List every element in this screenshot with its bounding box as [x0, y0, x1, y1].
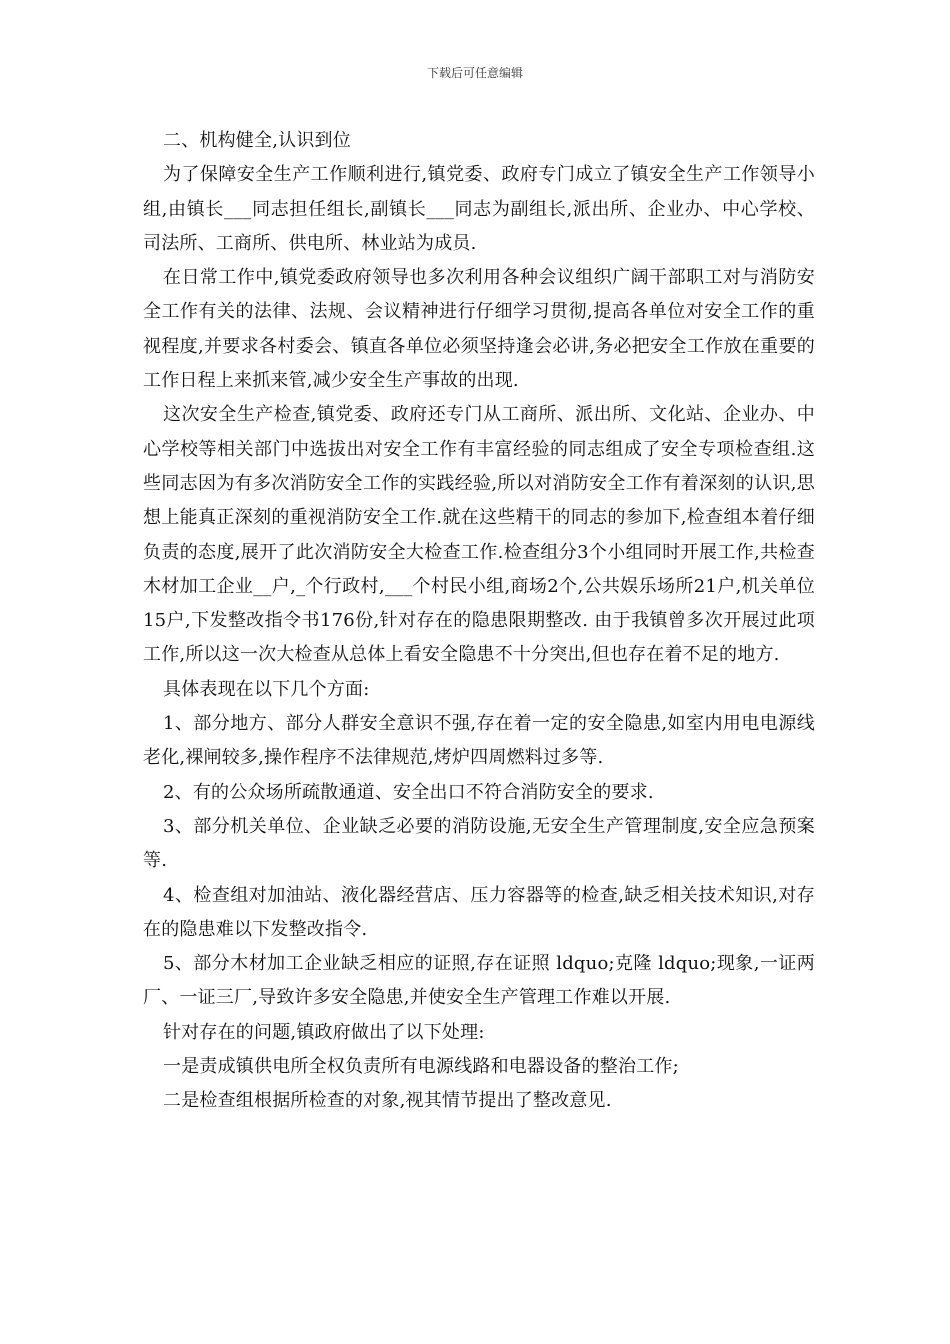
paragraph: 为了保障安全生产工作顺利进行,镇党委、政府专门成立了镇安全生产工作领导小组,由镇长___同志担任组长,副镇长___同志为副组长,派出所、企业办、中心学校、司法所、工商所、供电所、林业站为成员. — [143, 164, 815, 254]
list-item: 5、部分木材加工企业缺乏相应的证照,存在证照 ldquo;克隆 ldquo;现象,一证两厂、一证三厂,导致许多安全隐患,并使安全生产管理工作难以开展. — [143, 953, 815, 1009]
document-body — [143, 124, 815, 1119]
paragraph: 这次安全生产检查,镇党委、政府还专门从工商所、派出所、文化站、企业办、中心学校等相关部门中选拔出对安全工作有丰富经验的同志组成了安全专项检查组.这些同志因为有多次消防安全工作的实践经验,所以对消防安全工作有着深刻的认识,思想上能真正深刻的重视消防安全工作.就在这些精干的同志的参加下,检查组本着仔细负责的态度,展开了此次消防安全大检查工作.检查组分3个小组同时开展工作,共检查木材加工企业__户,_个行政村,___个村民小组,商场2个,公共娱乐场所21户,机关单位15户,下发整改指令书176份,针对存在的隐患限期整改. 由于我镇曾多次开展过此项工作,所以这一次大检查从总体上看安全隐患不十分突出,但也存在着不足的地方. — [143, 404, 815, 666]
list-item: 1、部分地方、部分人群安全意识不强,存在着一定的安全隐患,如室内用电电源线老化,裸闸较多,操作程序不法律规范,烤炉四周燃料过多等. — [143, 713, 815, 769]
list-item: 3、部分机关单位、企业缺乏必要的消防设施,无安全生产管理制度,安全应急预案等. — [143, 815, 815, 872]
list-item: 一是责成镇供电所全权负责所有电源线路和电器设备的整治工作; — [163, 1056, 679, 1078]
page-header-note: 下载后可任意编辑 — [426, 66, 523, 80]
list-item: 二是检查组根据所检查的对象,视其情节提出了整改意见. — [163, 1090, 612, 1112]
list-item: 2、有的公众场所疏散通道、安全出口不符合消防安全的要求. — [163, 781, 654, 803]
paragraph: 在日常工作中,镇党委政府领导也多次利用各种会议组织广阔干部职工对与消防安全工作有关的法律、法规、会议精神进行仔细学习贯彻,提高各单位对安全工作的重视程度,并要求各村委会、镇直各单位必须坚持逢会必讲,务必把安全工作放在重要的工作日程上来抓来管,减少安全生产事故的出现. — [143, 267, 815, 392]
paragraph: 针对存在的问题,镇政府做出了以下处理: — [163, 1021, 485, 1043]
paragraph: 具体表现在以下几个方面: — [163, 678, 370, 700]
section-heading: 二、机构健全,认识到位 — [163, 130, 351, 151]
list-item: 4、检查组对加油站、液化器经营店、压力容器等的检查,缺乏相关技术知识,对存在的隐患难以下发整改指令. — [143, 884, 815, 940]
